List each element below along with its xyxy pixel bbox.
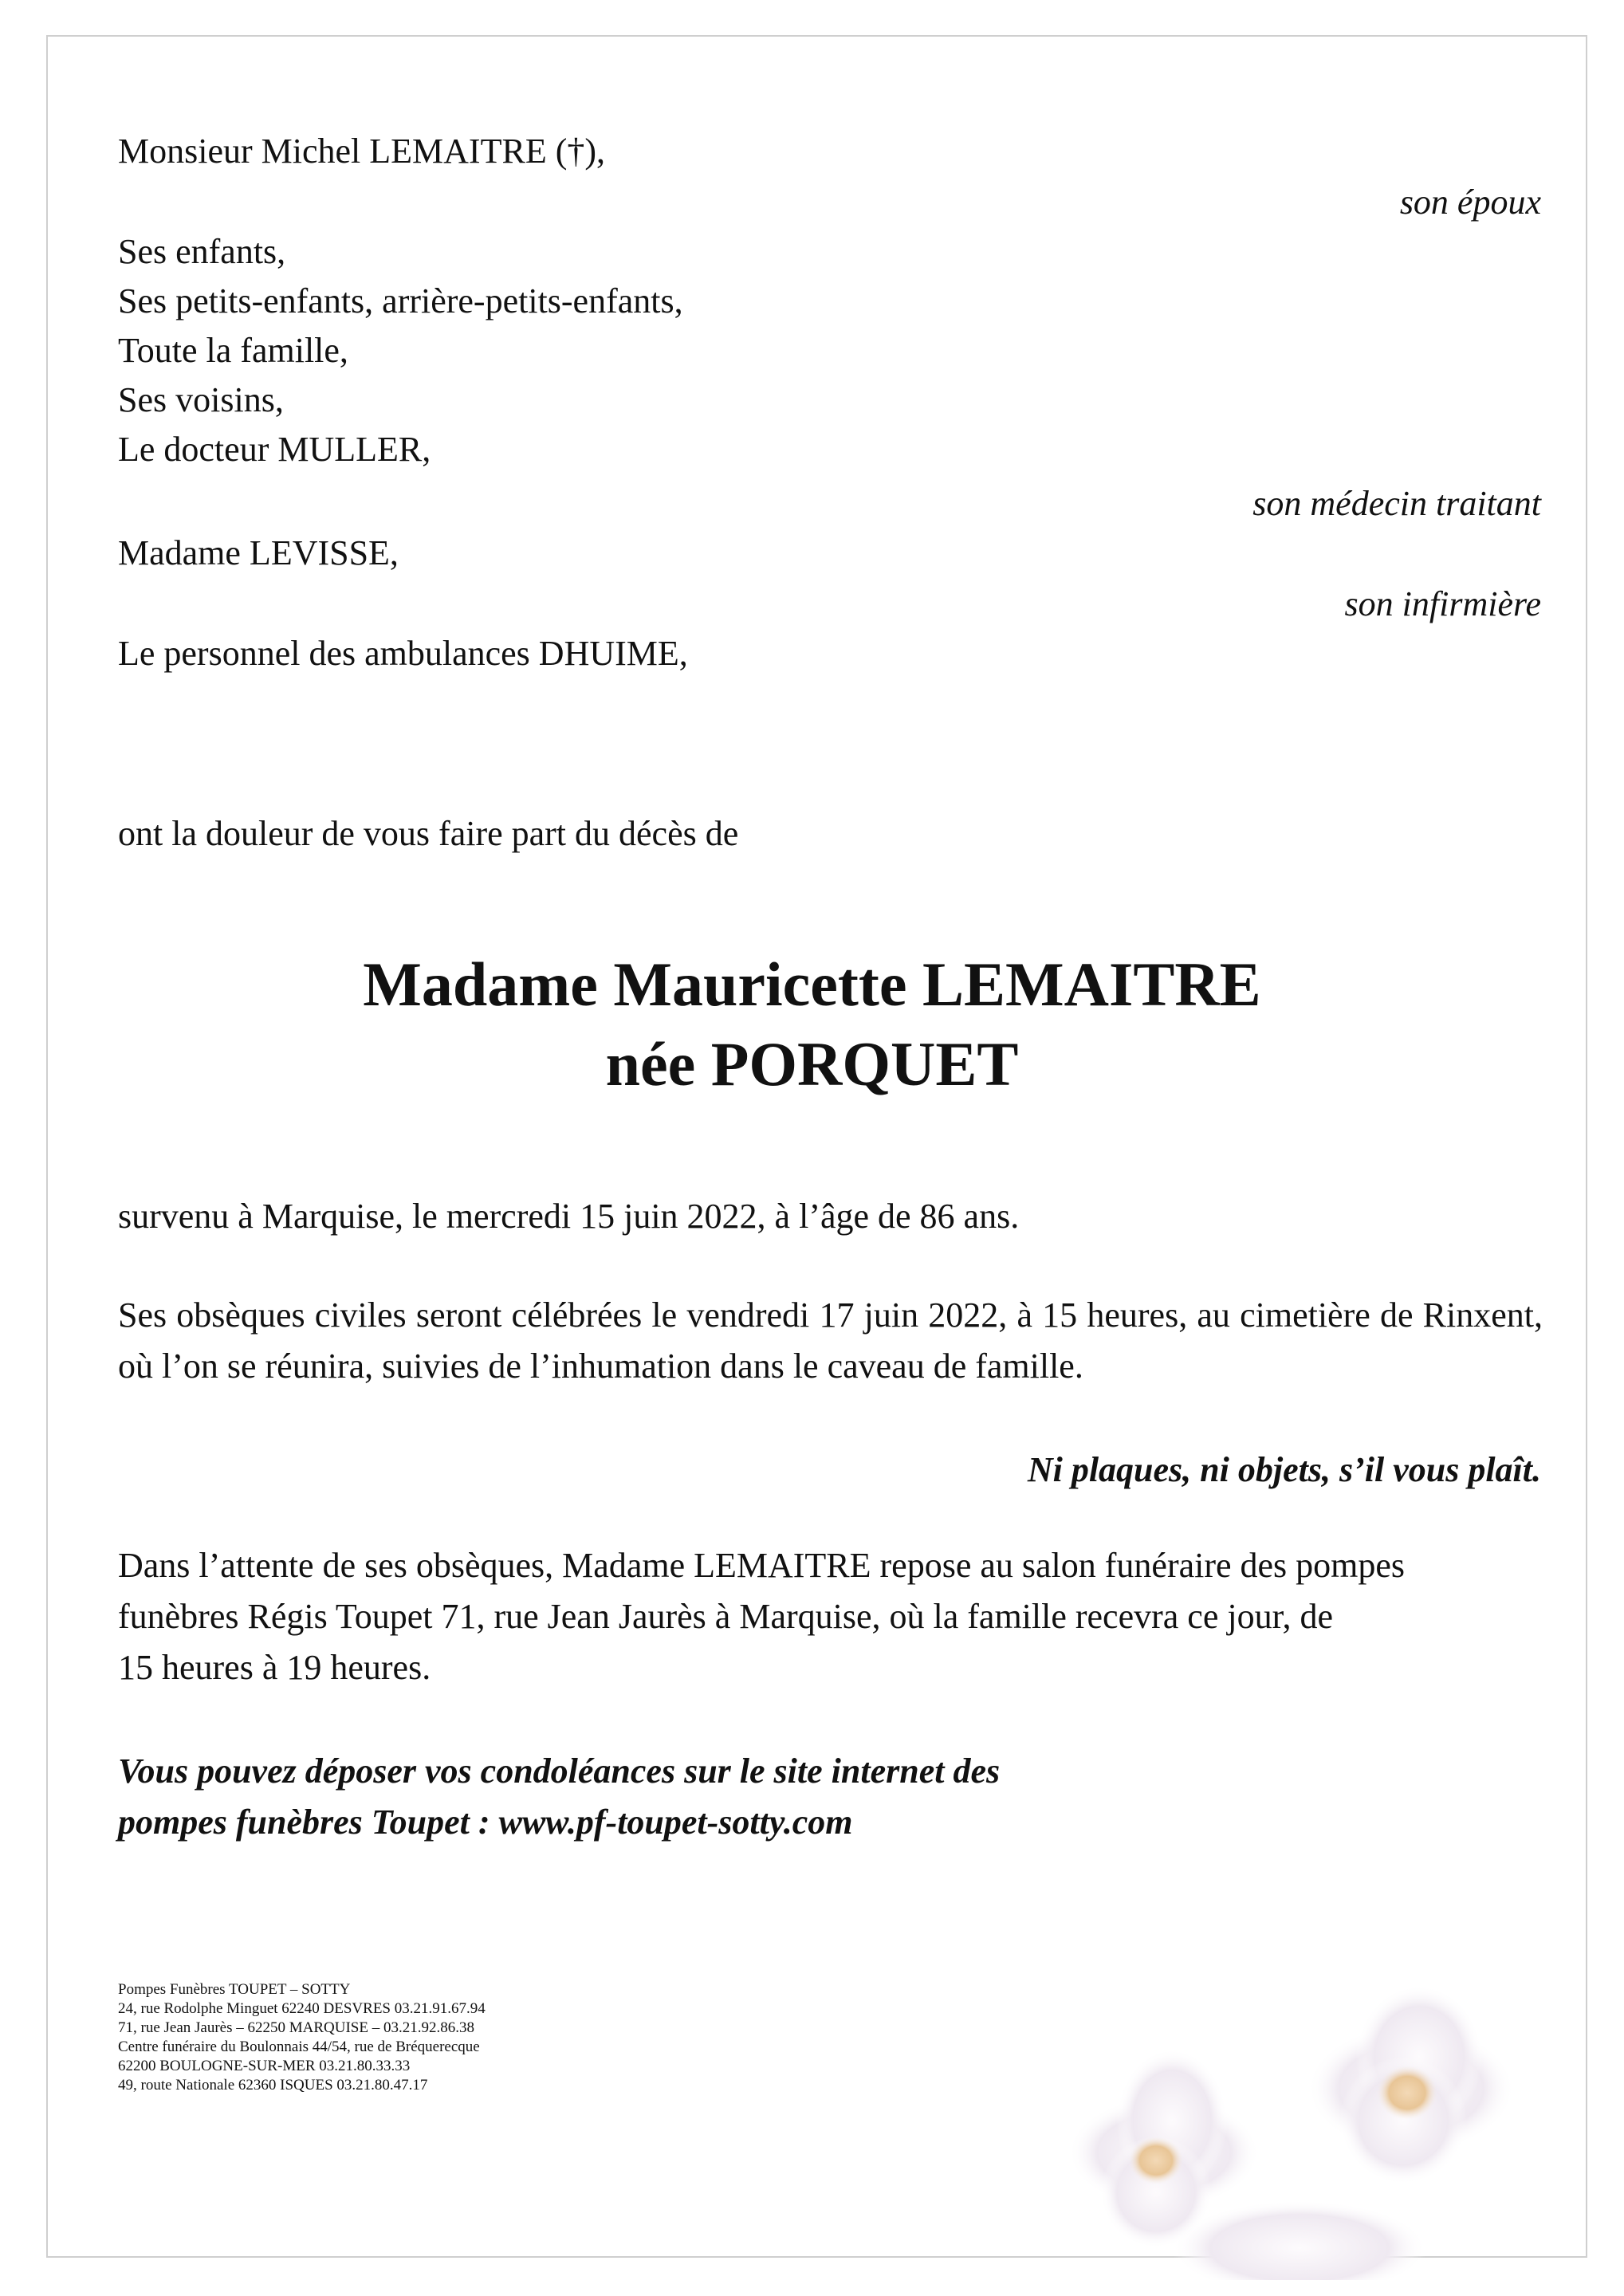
address-line: 49, route Nationale 62360 ISQUES 03.21.80.47.17 bbox=[118, 2077, 428, 2094]
condolences-line1: Vous pouvez déposer vos condoléances sur le site internet des bbox=[118, 1751, 1001, 1791]
deceased-maiden-name: née PORQUET bbox=[605, 1029, 1019, 1099]
announcement-line: ont la douleur de vous faire part du décès de bbox=[118, 814, 739, 853]
company-name: Pompes Funèbres TOUPET – SOTTY bbox=[118, 1981, 351, 1998]
address-line: Centre funéraire du Boulonnais 44/54, rue de Bréquerecque bbox=[118, 2038, 480, 2055]
children-line: Ses enfants, bbox=[118, 232, 286, 271]
funeral-home-address bbox=[118, 1980, 486, 2095]
nurse-line: Madame LEVISSE, bbox=[118, 533, 399, 572]
funeral-info: Ses obsèques civiles seront célébrées le vendredi 17 juin 2022, à 15 heures, au cimetière de Rinxent, où l’on se réunira, suivies de l’inhumation dans le caveau de famille. bbox=[118, 1295, 1543, 1386]
doctor-role: son médecin traitant bbox=[1252, 484, 1541, 523]
viewing-info-line1: Dans l’attente de ses obsèques, Madame LEMAITRE repose au salon funéraire des pompes bbox=[118, 1546, 1406, 1585]
orchid-right bbox=[1307, 1985, 1515, 2184]
viewing-info-line2: funèbres Régis Toupet 71, rue Jean Jaurès à Marquise, où la famille recevra ce jour, de bbox=[118, 1597, 1333, 1636]
orchid-flowers-decoration bbox=[1036, 1961, 1595, 2280]
address-line: 62200 BOULOGNE-SUR-MER 03.21.80.33.33 bbox=[118, 2058, 411, 2074]
ambulances-line: Le personnel des ambulances DHUIME, bbox=[118, 634, 688, 673]
husband-role: son époux bbox=[1399, 183, 1541, 222]
grandchildren-line: Ses petits-enfants, arrière-petits-enfants, bbox=[118, 281, 683, 320]
death-info: survenu à Marquise, le mercredi 15 juin 2022, à l’âge de 86 ans. bbox=[118, 1197, 1020, 1236]
address-line: 24, rue Rodolphe Minguet 62240 DESVRES 03.21.91.67.94 bbox=[118, 2000, 486, 2017]
family-line: Toute la famille, bbox=[118, 331, 348, 370]
no-flowers-note: Ni plaques, ni objets, s’il vous plaît. bbox=[1027, 1450, 1541, 1489]
orchid-bottom bbox=[1172, 2200, 1427, 2280]
nurse-role: son infirmière bbox=[1344, 584, 1541, 623]
address-line: 71, rue Jean Jaurès – 62250 MARQUISE – 03.21.92.86.38 bbox=[118, 2019, 474, 2036]
husband-line: Monsieur Michel LEMAITRE (†), bbox=[118, 132, 605, 171]
viewing-info-line3: 15 heures à 19 heures. bbox=[118, 1648, 431, 1687]
deceased-name: Madame Mauricette LEMAITRE bbox=[363, 949, 1261, 1019]
condolences-line2: pompes funèbres Toupet : www.pf-toupet-sotty.com bbox=[118, 1803, 853, 1842]
neighbors-line: Ses voisins, bbox=[118, 380, 284, 419]
doctor-line: Le docteur MULLER, bbox=[118, 430, 431, 469]
